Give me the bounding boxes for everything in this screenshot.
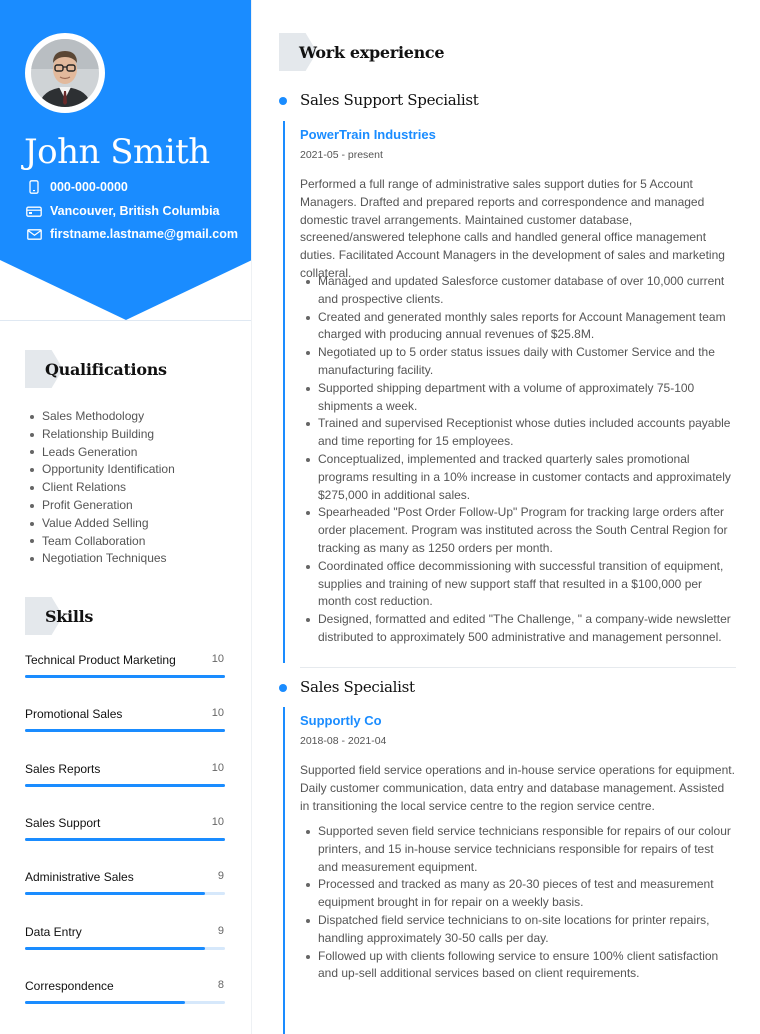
skill-level: 9	[217, 870, 224, 882]
profile-photo	[31, 39, 99, 107]
job-summary: Performed a full range of administrative sales support duties for 5 Account Managers. Drafted and prepared reports and correspondence and managed domestic travel arrangements. Maintained customer database, screened/answered telephone calls and handled general office management duties. Facilitated Account Managers in the development of sales and marketing collateral.	[300, 177, 725, 280]
company-name: Supportly Co	[300, 713, 382, 728]
skill-bar-fill	[25, 947, 205, 950]
skill-level: 10	[211, 653, 224, 665]
skill-bar	[25, 947, 225, 950]
list-item: Conceptualized, implemented and tracked quarterly sales promotional programs resulting in a 10% increase in customer contacts and approximately $275,000 in additional sales.	[300, 451, 736, 504]
list-item: Negotiation Techniques	[30, 550, 175, 568]
skill-bar-fill	[25, 729, 225, 732]
skills-heading	[25, 597, 93, 635]
job-dates: 2018-08 - 2021-04	[300, 735, 387, 747]
skill-item	[25, 870, 225, 895]
list-item: Supported seven field service technicians responsible for repairs of our colour printers, and 15 in-house service technicians responsible for repairs of test and measurement equipment.	[300, 823, 736, 876]
timeline-line	[283, 121, 285, 663]
skill-bar	[25, 892, 225, 895]
avatar	[25, 33, 105, 113]
skill-item	[25, 816, 225, 841]
skill-item	[25, 762, 225, 787]
list-item: Relationship Building	[30, 426, 175, 444]
skill-bar	[25, 784, 225, 787]
skill-bar	[25, 675, 225, 678]
skill-level: 10	[211, 816, 224, 828]
column-divider	[251, 0, 252, 1034]
list-item: Processed and tracked as many as 20-30 pieces of test and measurement equipment brought in for repair on a weekly basis.	[300, 876, 736, 912]
candidate-name: John Smith	[24, 132, 210, 172]
skill-name: Correspondence	[25, 979, 114, 993]
contact-location	[26, 204, 220, 218]
skill-item	[25, 707, 225, 732]
skill-item	[25, 925, 225, 950]
list-item: Leads Generation	[30, 444, 175, 462]
work-experience-title: Work experience	[299, 42, 445, 62]
skill-bar-fill	[25, 675, 225, 678]
qualifications-heading	[25, 350, 167, 388]
qualifications-list	[30, 408, 175, 568]
list-item: Designed, formatted and edited "The Challenge, " a company-wide newsletter distributed to approximately 500 administrative and management personnel.	[300, 611, 736, 647]
list-item: Managed and updated Salesforce customer database of over 10,000 current and prospective clients.	[300, 273, 736, 309]
skills-title: Skills	[45, 606, 94, 626]
location-text: Vancouver, British Columbia	[50, 204, 220, 218]
list-item: Profit Generation	[30, 497, 175, 515]
skill-bar	[25, 1001, 225, 1004]
sidebar	[0, 0, 252, 1034]
list-item: Team Collaboration	[30, 533, 175, 551]
email-address[interactable]: firstname.lastname@gmail.com	[50, 227, 238, 241]
skill-item	[25, 653, 225, 678]
skill-level: 8	[217, 979, 224, 991]
sidebar-separator	[0, 320, 252, 321]
mail-icon	[26, 227, 42, 241]
job-summary: Supported field service operations and in-house service operations for equipment. Daily customer communication, data entry and database management. Assisted in transitioning the local service centre to the region service centre.	[300, 763, 735, 813]
list-item: Dispatched field service technicians to on-site locations for printer repairs, handling approximately 30-50 calls per day.	[300, 912, 736, 948]
skill-name: Administrative Sales	[25, 870, 134, 884]
skill-level: 10	[211, 707, 224, 719]
skill-name: Promotional Sales	[25, 707, 123, 721]
skill-bar	[25, 838, 225, 841]
list-item: Supported shipping department with a volume of approximately 75-100 shipments a week.	[300, 380, 736, 416]
skill-item	[25, 979, 225, 1004]
skill-bar	[25, 729, 225, 732]
skill-level: 9	[217, 925, 224, 937]
timeline-dot	[279, 684, 287, 692]
list-item: Opportunity Identification	[30, 461, 175, 479]
skill-name: Sales Support	[25, 816, 101, 830]
contact-email	[26, 227, 238, 241]
skill-level: 10	[211, 762, 224, 774]
timeline-dot	[279, 97, 287, 105]
job-achievements	[300, 823, 736, 983]
skill-bar-fill	[25, 838, 225, 841]
list-item: Spearheaded "Post Order Follow-Up" Program for tracking large orders after order placement. Program was instituted across the South Central Region for tracking as many as 1250 orders per month.	[300, 504, 736, 557]
list-item: Created and generated monthly sales reports for Account Management team charged with producing annual revenues of $25.8M.	[300, 309, 736, 345]
job-title: Sales Support Specialist	[300, 91, 479, 109]
company-name: PowerTrain Industries	[300, 127, 436, 142]
list-item: Followed up with clients following service to ensure 100% client satisfaction and up-sell additional services based on client requirements.	[300, 948, 736, 984]
skill-bar-fill	[25, 892, 205, 895]
job-achievements	[300, 273, 736, 647]
list-item: Sales Methodology	[30, 408, 175, 426]
list-item: Coordinated office decommissioning with successful transition of equipment, supplies and training of new support staff that resulted in a $100,000 per month cost reduction.	[300, 558, 736, 611]
phone-icon	[26, 180, 42, 194]
skill-name: Data Entry	[25, 925, 82, 939]
list-item: Trained and supervised Receptionist whose duties included accounts payable and time reporting for 15 employees.	[300, 415, 736, 451]
skill-bar-fill	[25, 784, 225, 787]
list-item: Negotiated up to 5 order status issues daily with Customer Service and the manufacturing facility.	[300, 344, 736, 380]
location-icon	[26, 204, 42, 218]
job-separator	[300, 667, 736, 668]
job-title: Sales Specialist	[300, 678, 415, 696]
job-dates: 2021-05 - present	[300, 149, 383, 161]
contact-phone	[26, 180, 128, 194]
list-item: Client Relations	[30, 479, 175, 497]
phone-number: 000-000-0000	[50, 180, 128, 194]
skill-name: Sales Reports	[25, 762, 101, 776]
list-item: Value Added Selling	[30, 515, 175, 533]
qualifications-title: Qualifications	[45, 359, 167, 379]
skill-bar-fill	[25, 1001, 185, 1004]
timeline-line	[283, 707, 285, 1034]
skill-name: Technical Product Marketing	[25, 653, 176, 667]
work-experience-heading	[279, 33, 444, 71]
